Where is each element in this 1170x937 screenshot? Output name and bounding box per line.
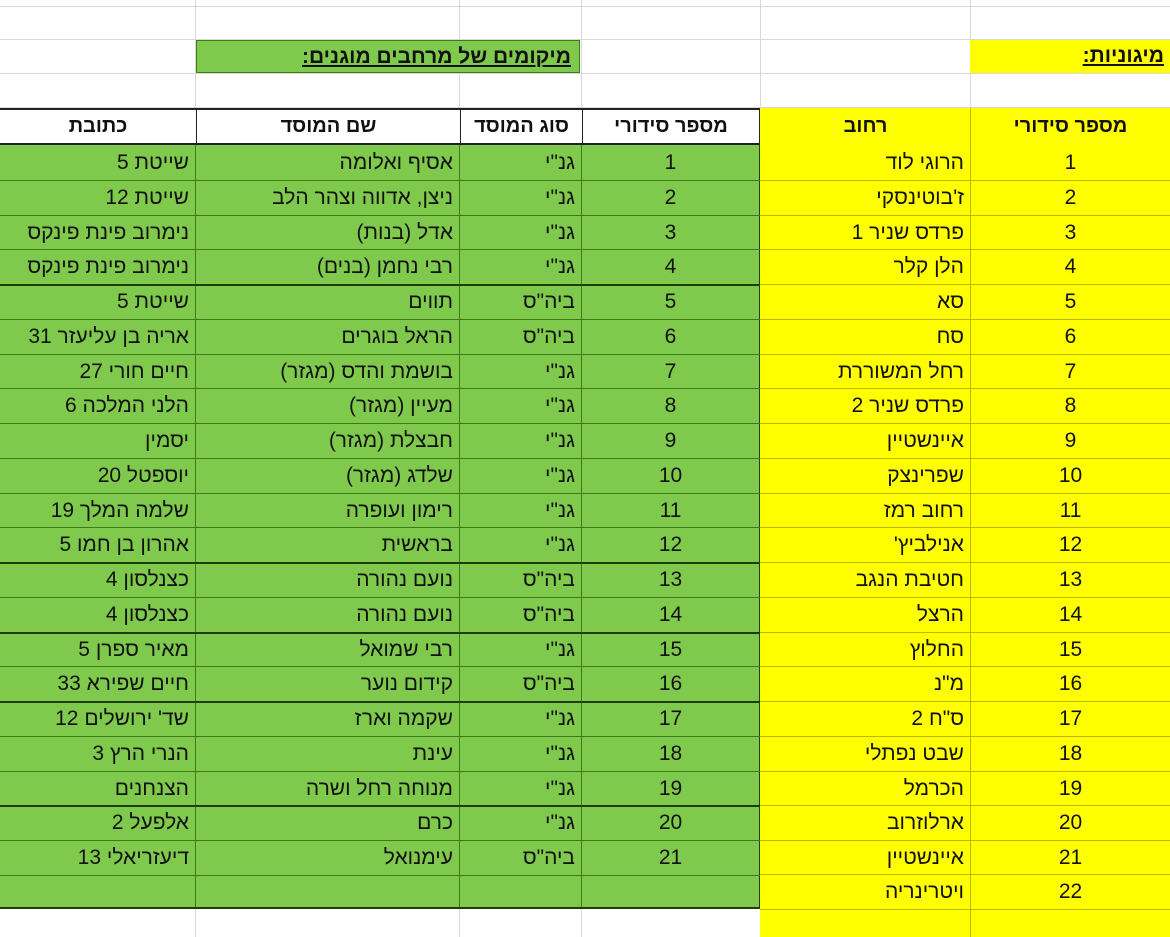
serial-cell[interactable]: 2 [664,186,677,209]
shelter-serial-cell[interactable]: 7 [1064,360,1077,383]
serial-cell[interactable]: 6 [664,325,677,348]
name-cell[interactable]: עינת [412,742,453,765]
grid-row-line [0,73,1170,74]
name-cell[interactable]: תווים [408,290,453,313]
address-cell[interactable]: שלמה המלך 19 [50,499,189,522]
shelter-serial-cell[interactable]: 19 [1058,777,1083,800]
header-serial[interactable] [582,108,760,145]
address-cell[interactable]: נימרוב פינת פינקס [27,255,189,278]
address-cell[interactable]: שייטת 12 [105,186,189,209]
shelter-serial-cell[interactable]: 8 [1064,394,1077,417]
name-cell[interactable]: מנוחה רחל ושרה [305,777,453,800]
header-shelter-serial-label: מספר סידורי [1013,115,1128,137]
shelter-serial-cell[interactable]: 20 [1058,811,1083,834]
shelters-title-cell[interactable] [970,40,1170,73]
serial-cell[interactable]: 4 [664,255,677,278]
address-cell[interactable]: חיים שפירא 33 [57,672,189,695]
serial-cell[interactable]: 10 [658,464,683,487]
type-cell[interactable]: גנ"י [545,151,575,174]
street-cell[interactable]: ז'בוטינסקי [876,186,964,209]
street-cell[interactable]: רחוב רמז [883,499,964,522]
name-cell[interactable]: הראל בוגרים [341,325,453,348]
serial-cell[interactable]: 21 [658,846,683,869]
address-cell[interactable]: אלפעל 2 [111,811,189,834]
street-cell[interactable]: סח [936,325,964,348]
address-cell[interactable]: אריה בן עליעזר 31 [28,325,189,348]
type-cell[interactable]: גנ"י [545,221,575,244]
type-cell[interactable]: גנ"י [545,499,575,522]
address-cell[interactable]: הלני המלכה 6 [65,394,189,417]
type-cell[interactable]: ביה"ס [522,603,575,626]
address-cell[interactable]: יסמין [145,429,189,452]
type-cell[interactable]: גנ"י [545,429,575,452]
shelter-serial-cell[interactable]: 12 [1058,533,1083,556]
name-cell[interactable]: אסיף ואלומה [339,151,453,174]
shelters-title: מיגוניות: [1082,44,1164,67]
name-cell[interactable]: עימנואל [383,846,453,869]
name-cell[interactable]: רבי שמואל [359,638,453,661]
street-cell[interactable]: רחל המשוררת [837,360,964,383]
serial-cell[interactable]: 17 [658,707,683,730]
address-cell[interactable]: יוספטל 20 [97,464,189,487]
header-name[interactable] [196,108,460,145]
shelter-serial-cell[interactable]: 13 [1058,568,1083,591]
address-cell[interactable]: שד' ירושלים 12 [55,707,189,730]
row-separator [0,907,760,909]
address-cell[interactable]: שייטת 5 [117,151,189,174]
name-cell[interactable]: רבי נחמן (בנים) [316,255,453,278]
header-address-label: כתובת [68,115,128,137]
shelter-serial-cell[interactable]: 9 [1064,429,1077,452]
serial-cell[interactable]: 9 [664,429,677,452]
street-cell[interactable]: איינשטיין [886,846,964,869]
serial-cell[interactable]: 7 [664,360,677,383]
street-cell[interactable]: ס"ח 2 [911,707,964,730]
header-serial-label: מספר סידורי [614,115,728,137]
type-cell[interactable]: ביה"ס [522,672,575,695]
grid-row-line [0,6,1170,7]
street-cell[interactable]: החלוץ [909,638,964,661]
shelter-serial-cell[interactable]: 1 [1064,151,1077,174]
row-separator [760,909,1170,910]
shelter-serial-cell[interactable]: 4 [1064,255,1077,278]
street-cell[interactable]: הרצל [916,603,964,626]
serial-cell[interactable]: 13 [658,568,683,591]
type-cell[interactable]: גנ"י [545,360,575,383]
name-cell[interactable]: חבצלת (מגזר) [328,429,453,452]
serial-cell[interactable]: 18 [658,742,683,765]
serial-cell[interactable]: 20 [658,811,683,834]
shelter-serial-cell[interactable]: 15 [1058,638,1083,661]
shelter-serial-cell[interactable]: 3 [1064,221,1077,244]
type-cell[interactable]: גנ"י [545,811,575,834]
type-cell[interactable]: גנ"י [545,533,575,556]
header-shelter-serial[interactable] [971,108,1170,145]
type-cell[interactable]: ביה"ס [522,846,575,869]
shelter-serial-cell[interactable]: 16 [1058,672,1083,695]
shelter-serial-cell[interactable]: 10 [1058,464,1083,487]
type-cell[interactable]: גנ"י [545,742,575,765]
type-cell[interactable]: ביה"ס [522,568,575,591]
name-cell[interactable]: מעיין (מגזר) [349,394,453,417]
type-cell[interactable]: ביה"ס [522,290,575,313]
street-cell[interactable]: סא [937,290,964,313]
header-name-label: שם המוסד [280,115,377,137]
header-type[interactable] [460,108,582,145]
name-cell[interactable]: רימון ועופרה [345,499,453,522]
street-cell[interactable]: הרוגי לוד [885,151,964,174]
header-address[interactable] [0,108,196,145]
shelter-serial-cell[interactable]: 6 [1064,325,1077,348]
name-cell[interactable]: בושמת והדס (מגזר) [280,360,453,383]
name-cell[interactable]: ניצן, אדווה וצהר הלב [272,186,453,209]
type-cell[interactable]: ביה"ס [522,325,575,348]
name-cell[interactable]: בראשית [381,533,453,556]
shelter-serial-cell[interactable]: 14 [1058,603,1083,626]
name-cell[interactable]: נועם נהורה [356,603,453,626]
shelter-serial-cell[interactable]: 18 [1058,742,1083,765]
type-cell[interactable]: גנ"י [545,464,575,487]
shelter-serial-cell[interactable]: 2 [1064,186,1077,209]
name-cell[interactable]: קידום נוער [360,672,453,695]
street-cell[interactable]: ויטרינריה [884,880,964,903]
address-cell[interactable]: כצנלסון 4 [105,603,189,626]
serial-cell[interactable]: 3 [664,221,677,244]
institutions-title: מיקומים של מרחבים מוגנים: [301,45,571,68]
address-cell[interactable]: מאיר ספרן 5 [78,638,189,661]
shelter-serial-cell[interactable]: 21 [1058,846,1083,869]
serial-cell[interactable]: 11 [659,499,682,522]
address-cell[interactable]: כצנלסון 4 [105,568,189,591]
serial-cell[interactable]: 1 [664,151,677,174]
name-cell[interactable]: נועם נהורה [356,568,453,591]
type-cell[interactable]: גנ"י [545,186,575,209]
header-street[interactable] [761,108,970,145]
street-cell[interactable]: הכרמל [903,777,964,800]
shelter-serial-cell[interactable]: 22 [1058,880,1083,903]
street-cell[interactable]: הלן קלר [893,255,964,278]
address-cell[interactable]: חיים חורי 27 [79,360,189,383]
address-cell[interactable]: הנרי הרץ 3 [92,742,189,765]
serial-cell[interactable]: 14 [658,603,683,626]
street-cell[interactable]: מ"נ [933,672,964,695]
name-cell[interactable]: שקמה וארז [354,707,453,730]
name-cell[interactable]: כרם [417,811,453,834]
shelter-serial-cell[interactable]: 5 [1064,290,1077,313]
street-cell[interactable]: איינשטיין [886,429,964,452]
street-cell[interactable]: אנילביץ' [893,533,964,556]
row-separator [0,875,760,876]
type-cell[interactable]: גנ"י [545,394,575,417]
name-cell[interactable]: אדל (בנות) [356,221,453,244]
address-cell[interactable]: שייטת 5 [117,290,189,313]
address-cell[interactable]: דיעזריאלי 13 [77,846,189,869]
type-cell[interactable]: גנ"י [545,777,575,800]
street-cell[interactable]: פרדס שניר 2 [851,394,964,417]
serial-cell[interactable]: 12 [658,533,683,556]
address-cell[interactable]: אהרון בן חמו 5 [59,533,189,556]
header-type-label: סוג המוסד [474,115,569,137]
shelter-serial-cell[interactable]: 11 [1059,499,1082,522]
type-cell[interactable]: גנ"י [545,707,575,730]
serial-cell[interactable]: 16 [658,672,683,695]
header-street-label: רחוב [843,115,888,137]
serial-cell[interactable]: 5 [664,290,677,313]
type-cell[interactable]: גנ"י [545,255,575,278]
name-cell[interactable]: שלדג (מגזר) [345,464,453,487]
institutions-title-cell[interactable] [196,40,580,73]
address-cell[interactable]: הצנחנים [114,777,189,800]
type-cell[interactable]: גנ"י [545,638,575,661]
street-cell[interactable]: ארלוזרוב [886,811,964,834]
street-cell[interactable]: פרדס שניר 1 [851,221,964,244]
street-cell[interactable]: שפרינצק [887,464,964,487]
serial-cell[interactable]: 8 [664,394,677,417]
street-cell[interactable]: חטיבת הנגב [855,568,964,591]
shelter-serial-cell[interactable]: 17 [1058,707,1083,730]
street-cell[interactable]: שבט נפתלי [864,742,964,765]
address-cell[interactable]: נימרוב פינת פינקס [27,221,189,244]
serial-cell[interactable]: 19 [658,777,683,800]
serial-cell[interactable]: 15 [658,638,683,661]
